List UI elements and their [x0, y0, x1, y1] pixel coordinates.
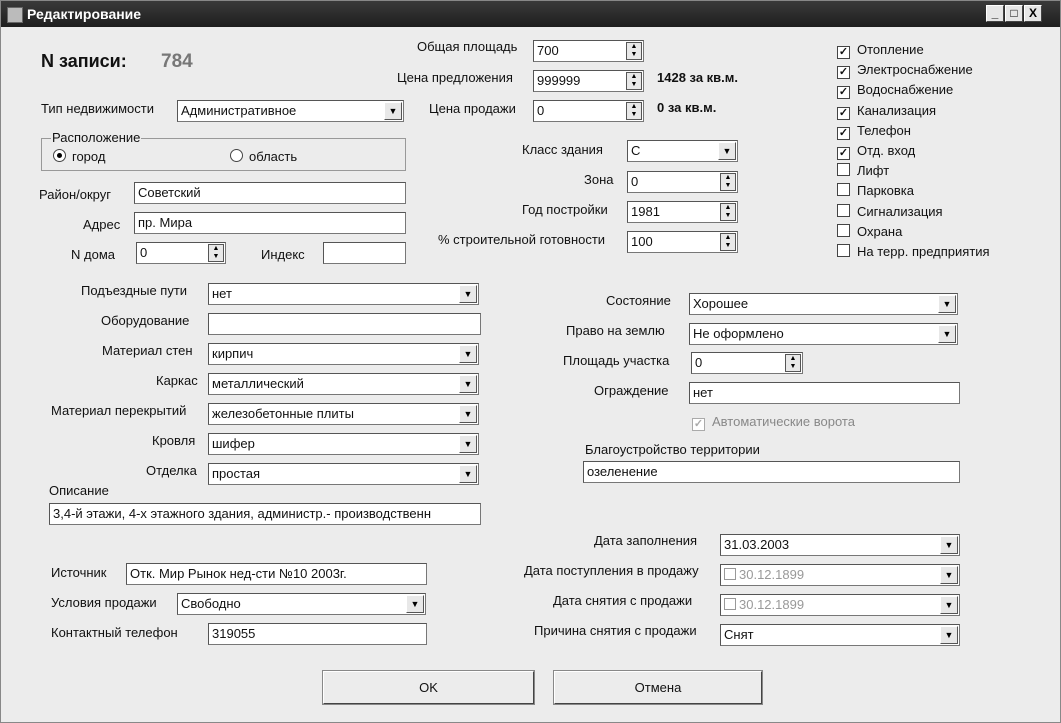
app-icon — [7, 7, 23, 23]
spin-icon[interactable]: ▲ ▼ — [626, 72, 642, 90]
state-label: Состояние — [606, 293, 671, 308]
utility-checkbox[interactable] — [837, 42, 924, 59]
auto-gates-label: Автоматические ворота — [712, 414, 855, 429]
title-bar[interactable] — [1, 1, 1060, 27]
frame-label: Каркас — [156, 373, 198, 388]
utility-checkbox[interactable] — [837, 244, 990, 259]
record-number-label: N записи: — [41, 51, 127, 71]
checkmark-icon: ✓ — [838, 66, 849, 79]
maximize-button[interactable]: □ — [1005, 5, 1023, 22]
utility-checkbox[interactable] — [837, 183, 914, 198]
landscaping-value: озеленение — [587, 464, 658, 479]
offer-price-value: 999999 — [537, 73, 581, 88]
chevron-down-icon[interactable]: ▼ — [459, 405, 477, 423]
checkmark-icon: ✓ — [838, 106, 849, 119]
chevron-down-icon[interactable]: ▼ — [459, 375, 477, 393]
property-type-select[interactable] — [177, 100, 404, 122]
source-input[interactable] — [126, 563, 427, 585]
wall-material-select[interactable] — [208, 343, 479, 365]
spin-icon[interactable]: ▲ ▼ — [720, 233, 736, 251]
fill-date-select[interactable] — [720, 534, 960, 556]
removal-reason-label: Причина снятия с продажи — [534, 623, 697, 638]
utility-label: Парковка — [857, 183, 914, 199]
build-year-value: 1981 — [631, 204, 660, 219]
utility-checkbox[interactable] — [837, 123, 911, 140]
utility-label: Электроснабжение — [857, 62, 973, 78]
roof-select[interactable] — [208, 433, 479, 455]
roof-label: Кровля — [152, 433, 196, 448]
offer-price-label: Цена предложения — [397, 70, 513, 85]
description-input[interactable] — [49, 503, 481, 525]
checkmark-icon: ✓ — [838, 126, 849, 139]
checkmark-icon: ✓ — [838, 86, 849, 99]
spin-icon[interactable]: ▲ ▼ — [626, 42, 642, 60]
landscaping-label: Благоустройство территории — [585, 442, 760, 457]
checkbox-icon[interactable] — [724, 598, 736, 610]
state-value: Хорошее — [693, 296, 749, 311]
cancel-button[interactable]: Отмена — [554, 671, 762, 704]
access-roads-label: Подъездные пути — [81, 283, 188, 298]
frame-value: металлический — [212, 376, 304, 391]
build-year-label: Год постройки — [522, 202, 608, 217]
minimize-button[interactable]: _ — [986, 5, 1004, 22]
wall-material-label: Материал стен — [102, 343, 193, 358]
frame-select[interactable] — [208, 373, 479, 395]
street-value: пр. Мира — [138, 215, 193, 230]
chevron-down-icon[interactable]: ▼ — [459, 345, 477, 363]
utility-label: Телефон — [857, 122, 911, 138]
utility-label: Сигнализация — [857, 203, 943, 219]
roof-value: шифер — [212, 436, 255, 451]
finish-select[interactable] — [208, 463, 479, 485]
district-label: Район/округ — [39, 187, 111, 202]
spin-icon[interactable]: ▲ ▼ — [720, 173, 736, 191]
source-value: Отк. Мир Рынок нед-сти №10 2003г. — [130, 566, 347, 581]
chevron-down-icon[interactable]: ▼ — [940, 566, 958, 584]
readiness-input[interactable] — [627, 231, 738, 253]
chevron-down-icon[interactable]: ▼ — [459, 465, 477, 483]
floor-material-label: Материал перекрытий — [51, 403, 187, 418]
checkbox-icon[interactable] — [724, 568, 736, 580]
zone-label: Зона — [584, 172, 614, 187]
zone-value: 0 — [631, 174, 639, 189]
fence-input[interactable] — [689, 382, 960, 404]
radio-unselected-icon — [230, 149, 243, 162]
close-button[interactable]: X — [1024, 5, 1042, 22]
property-type-label: Тип недвижимости — [41, 101, 155, 116]
utility-checkbox[interactable] — [837, 82, 953, 99]
window-title: Редактирование — [27, 6, 142, 22]
sale-terms-label: Условия продажи — [51, 595, 157, 610]
chevron-down-icon[interactable]: ▼ — [718, 142, 736, 160]
description-label: Описание — [49, 483, 109, 498]
readiness-label: % строительной готовности — [438, 232, 606, 247]
spin-icon[interactable]: ▲ ▼ — [208, 244, 224, 262]
floor-material-value: железобетонные плиты — [212, 406, 354, 421]
sale-price-input[interactable] — [533, 100, 644, 122]
checkmark-icon: ✓ — [693, 418, 704, 430]
house-number-label: N дома — [71, 247, 115, 262]
access-roads-select[interactable] — [208, 283, 479, 305]
land-right-value: Не оформлено — [693, 326, 784, 341]
district-value: Советский — [138, 185, 201, 200]
utility-label: Лифт — [857, 163, 890, 179]
chevron-down-icon[interactable]: ▼ — [384, 102, 402, 120]
fill-date-value: 31.03.2003 — [724, 537, 790, 552]
removal-reason-select[interactable] — [720, 624, 960, 646]
sale-terms-value: Свободно — [181, 596, 241, 611]
location-region-radio[interactable] — [230, 149, 297, 164]
access-roads-value: нет — [212, 286, 232, 301]
sale-price-value: 0 — [537, 103, 545, 118]
removal-date-select[interactable] — [720, 594, 960, 616]
utility-label: Отд. вход — [857, 143, 916, 158]
checkbox-empty-icon — [837, 224, 850, 237]
contact-phone-value: 319055 — [212, 626, 256, 641]
utility-checkbox[interactable] — [837, 204, 943, 219]
utility-label: На терр. предприятия — [857, 244, 990, 259]
offer-price-input[interactable] — [533, 70, 644, 92]
sale-price-label: Цена продажи — [429, 101, 516, 116]
total-area-input[interactable] — [533, 40, 644, 62]
listing-date-select[interactable] — [720, 564, 960, 586]
state-select[interactable] — [689, 293, 958, 315]
street-input[interactable] — [134, 212, 406, 234]
utility-checkbox[interactable] — [837, 62, 973, 79]
utility-checkbox[interactable] — [837, 163, 889, 178]
ok-button[interactable]: OK — [323, 671, 534, 704]
building-class-value: C — [631, 143, 641, 158]
chevron-down-icon[interactable]: ▼ — [940, 626, 958, 644]
location-city-label: город — [72, 149, 106, 164]
building-class-select[interactable] — [627, 140, 738, 162]
utility-checkbox[interactable] — [837, 224, 902, 239]
fence-label: Ограждение — [594, 383, 669, 398]
total-area-value: 700 — [537, 43, 559, 58]
wall-material-value: кирпич — [212, 346, 254, 361]
sale-terms-select[interactable] — [177, 593, 426, 615]
plot-area-label: Площадь участка — [563, 353, 670, 368]
plot-area-value: 0 — [695, 355, 703, 370]
chevron-down-icon[interactable]: ▼ — [406, 595, 424, 613]
checkbox-empty-icon — [837, 244, 850, 257]
spin-icon[interactable]: ▲ ▼ — [626, 102, 642, 120]
checkmark-icon: ✓ — [838, 46, 849, 58]
land-right-label: Право на землю — [566, 323, 665, 338]
spin-icon[interactable]: ▲ ▼ — [785, 354, 801, 372]
contact-phone-label: Контактный телефон — [51, 625, 178, 640]
fill-date-label: Дата заполнения — [594, 533, 698, 548]
removal-reason-value: Снят — [724, 627, 754, 642]
floor-material-select[interactable] — [208, 403, 479, 425]
district-input[interactable] — [134, 182, 406, 204]
description-value: 3,4-й этажи, 4-х этажного здания, администр.- производственн — [53, 506, 432, 521]
house-number-value: 0 — [140, 245, 148, 260]
postal-index-label: Индекс — [261, 247, 305, 262]
checkbox-empty-icon — [837, 163, 850, 176]
removal-date-label: Дата снятия с продажи — [553, 593, 693, 608]
readiness-value: 100 — [631, 234, 653, 249]
utility-label: Отопление — [857, 42, 924, 57]
equipment-input[interactable] — [208, 313, 481, 335]
property-type-value: Административное — [181, 103, 297, 118]
utility-checkbox[interactable] — [837, 103, 936, 120]
radio-selected-icon — [53, 149, 66, 162]
street-label: Адрес — [83, 217, 121, 232]
utility-label: Канализация — [857, 102, 936, 118]
checkmark-icon: ✓ — [838, 147, 849, 159]
offer-price-per-meter: 1428 за кв.м. — [657, 70, 739, 85]
landscaping-input[interactable] — [583, 461, 960, 483]
source-label: Источник — [51, 565, 107, 580]
equipment-label: Оборудование — [101, 313, 190, 328]
sale-price-per-meter: 0 за кв.м. — [657, 100, 717, 115]
location-region-label: область — [249, 149, 298, 164]
auto-gates-checkbox[interactable] — [692, 414, 855, 431]
build-year-input[interactable] — [627, 201, 738, 223]
total-area-label: Общая площадь — [417, 39, 518, 54]
chevron-down-icon[interactable]: ▼ — [459, 285, 477, 303]
fence-value: нет — [693, 385, 713, 400]
checkbox-empty-icon — [837, 183, 850, 196]
chevron-down-icon[interactable]: ▼ — [459, 435, 477, 453]
house-number-input[interactable] — [136, 242, 226, 264]
finish-label: Отделка — [146, 463, 197, 478]
checkbox-empty-icon — [837, 204, 850, 217]
contact-phone-input[interactable] — [208, 623, 427, 645]
chevron-down-icon[interactable]: ▼ — [938, 295, 956, 313]
finish-value: простая — [212, 466, 261, 481]
building-class-label: Класс здания — [522, 142, 603, 157]
spin-icon[interactable]: ▲ ▼ — [720, 203, 736, 221]
utility-label: Охрана — [857, 223, 903, 239]
utility-label: Водоснабжение — [857, 82, 954, 98]
chevron-down-icon[interactable]: ▼ — [940, 596, 958, 614]
plot-area-input[interactable] — [691, 352, 803, 374]
chevron-down-icon[interactable]: ▼ — [938, 325, 956, 343]
land-right-select[interactable] — [689, 323, 958, 345]
listing-date-label: Дата поступления в продажу — [524, 563, 699, 578]
listing-date-value: 30.12.1899 — [739, 567, 805, 582]
utility-checkbox[interactable] — [837, 143, 915, 160]
location-city-radio[interactable] — [53, 149, 105, 164]
zone-input[interactable] — [627, 171, 738, 193]
removal-date-value: 30.12.1899 — [739, 597, 805, 612]
location-legend: Расположение — [52, 130, 141, 145]
chevron-down-icon[interactable]: ▼ — [940, 536, 958, 554]
postal-index-input[interactable] — [323, 242, 406, 264]
record-number-value: 784 — [161, 51, 193, 72]
